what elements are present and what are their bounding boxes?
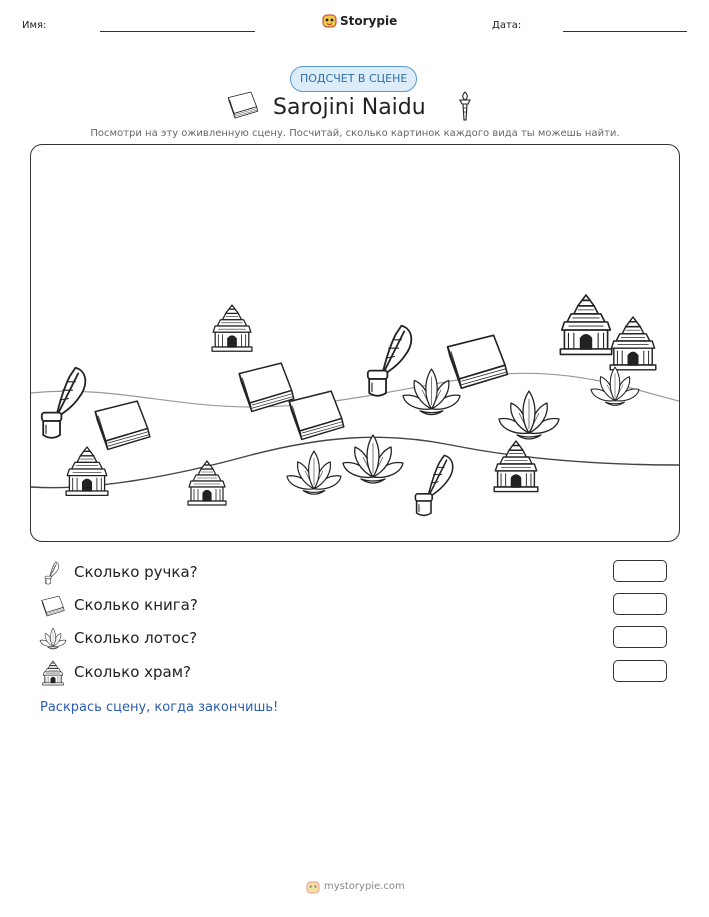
temple-2 [560,295,611,354]
lotus-2 [591,367,639,405]
footer-url[interactable]: mystorypie.com [324,881,405,892]
scene-artwork [31,145,679,541]
answer-box-temple[interactable] [613,660,667,682]
lotus-1 [403,369,460,415]
answer-box-book[interactable] [613,593,667,615]
storypie-logo-icon [306,880,320,894]
lotus-icon [40,628,66,650]
coloring-instruction: Раскрась сцену, когда закончишь! [40,700,279,715]
lotus-4 [287,451,341,494]
date-field[interactable] [563,31,687,32]
name-label: Имя: [22,20,47,31]
name-field[interactable] [100,31,255,32]
book-icon [40,594,66,618]
instruction-text: Посмотри на эту оживленную сцену. Посчитай, сколько картинок каждого вида ты можешь найти. [90,128,620,139]
brand-name: Storypie [340,14,398,28]
question-text: Сколько книга? [74,596,198,614]
date-label: Дата: [492,20,522,31]
temple-3 [610,317,656,370]
brand-logo [322,12,398,30]
temple-5 [188,461,226,505]
footer [306,880,416,896]
torch-icon [456,90,474,122]
book-4 [289,391,344,439]
question-row-lotus [40,626,680,652]
activity-badge: ПОДСЧЕТ В СЦЕНЕ [290,66,417,92]
answer-box-lotus[interactable] [613,626,667,648]
question-row-book [40,593,680,619]
temple-icon [42,661,64,685]
question-text: Сколько ручка? [74,563,198,581]
hill-line-back [31,373,679,407]
answer-box-pen[interactable] [613,560,667,582]
quill-pen-icon [42,561,64,585]
lotus-5 [343,435,403,483]
question-row-pen [40,560,680,586]
page-title: Sarojini Naidu [273,95,426,120]
temple-4 [66,447,108,495]
pen-3 [415,455,452,515]
temple-1 [212,305,252,351]
book-1 [239,363,294,411]
book-3 [95,401,150,449]
question-list [40,560,680,690]
temple-6 [494,441,538,492]
lotus-3 [499,391,559,439]
hill-line-front [31,437,679,487]
question-text: Сколько лотос? [74,629,198,647]
question-text: Сколько храм? [74,663,192,681]
pen-1 [42,368,86,438]
book-icon [226,90,260,120]
counting-scene[interactable] [30,144,680,542]
storypie-logo-icon [322,13,337,28]
pen-2 [368,326,412,396]
question-row-temple [40,660,680,686]
